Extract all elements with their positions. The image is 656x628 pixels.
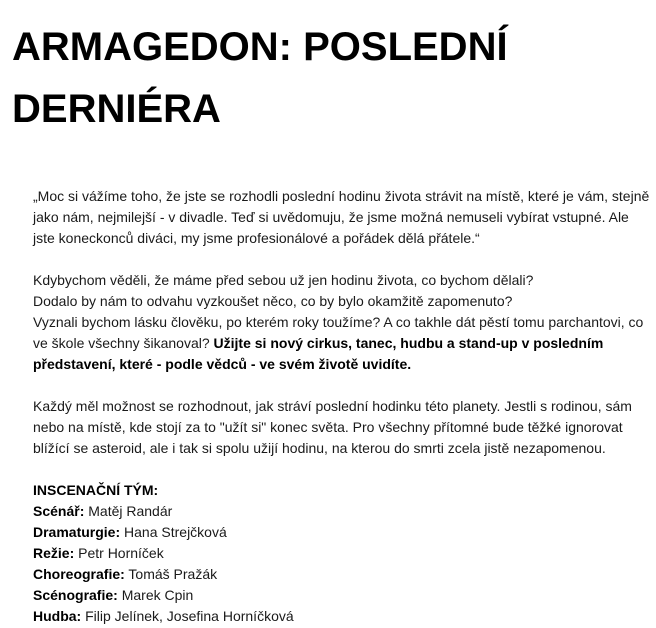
closing-line: blížící se asteroid, ale i tak si spolu užijí hodinu, na kterou do smrti zcela jistě nezapomenou.: [33, 440, 606, 456]
page-title-line-2: DERNIÉRA: [12, 87, 221, 131]
questions-line: [33, 333, 633, 354]
paragraph-gap: [33, 249, 633, 270]
questions-highlight: představení, které - podle vědců - ve svém životě uvidíte.: [33, 356, 412, 372]
page-title-line-1: ARMAGEDON: POSLEDNÍ: [12, 25, 508, 69]
questions-line: Dodalo by nám to odvahu vyzkoušet něco, co by bylo okamžitě zapomenuto?: [33, 293, 513, 309]
intro-line: jste koneckonců diváci, my jsme profesionálové a pořádek dělá přátele.“: [33, 230, 480, 246]
intro-line: „Moc si vážíme toho, že jste se rozhodli poslední hodinu života strávit na místě, které je vám, stejně: [33, 188, 650, 204]
team-name: Hana Strejčková: [120, 524, 227, 540]
team-role: Scénografie:: [33, 587, 118, 603]
team-role: Režie:: [33, 545, 75, 561]
team-role: Scénář:: [33, 503, 85, 519]
team-role: Choreografie:: [33, 566, 125, 582]
questions-text: ve škole všechny šikanoval?: [33, 335, 214, 351]
closing-line: nebo na místě, kde stojí za to "užít si" konec světa. Pro všechny přítomné bude těžké ignorovat: [33, 419, 623, 435]
team-member: [33, 543, 633, 564]
questions-line: Kdybychom věděli, že máme před sebou už jen hodinu života, co bychom dělali?: [33, 272, 534, 288]
intro-line: jako nám, nejmilejší - v divadle. Teď si uvědomuju, že jsme možná nemuseli vybírat vstupné. Ale: [33, 209, 629, 225]
intro-paragraph: [33, 186, 650, 249]
questions-line: Vyznali bychom lásku člověku, po kterém roky toužíme? A co takhle dát pěstí tomu parchantovi, co: [33, 314, 644, 330]
questions-paragraph: [33, 270, 644, 375]
paragraph-gap: [33, 459, 633, 480]
team-role: Hudba:: [33, 608, 82, 624]
team-member: [33, 606, 633, 627]
team-name: Filip Jelínek, Josefina Horníčková: [81, 608, 294, 624]
paragraph-gap: [33, 375, 633, 396]
team-member: [33, 522, 633, 543]
team-name: Marek Cpin: [117, 587, 194, 603]
team-member: [33, 585, 633, 606]
team-name: Tomáš Pražák: [124, 566, 218, 582]
team-member: [33, 564, 633, 585]
closing-line: Každý měl možnost se rozhodnout, jak stráví poslední hodinku této planety. Jestli s rodinou, sám: [33, 398, 632, 414]
page-title: [12, 16, 632, 140]
questions-line: [33, 354, 633, 375]
team-role: Dramaturgie:: [33, 524, 121, 540]
closing-paragraph: [33, 396, 633, 459]
questions-highlight: Užijte si nový cirkus, tanec, hudbu a stand-up v posledním: [213, 335, 604, 351]
team-name: Petr Horníček: [74, 545, 164, 561]
team-heading: INSCENAČNÍ TÝM:: [33, 482, 159, 498]
article-body: [33, 186, 650, 627]
team-name: Matěj Randár: [84, 503, 173, 519]
team-member: [33, 501, 633, 522]
team-section: [33, 480, 633, 627]
